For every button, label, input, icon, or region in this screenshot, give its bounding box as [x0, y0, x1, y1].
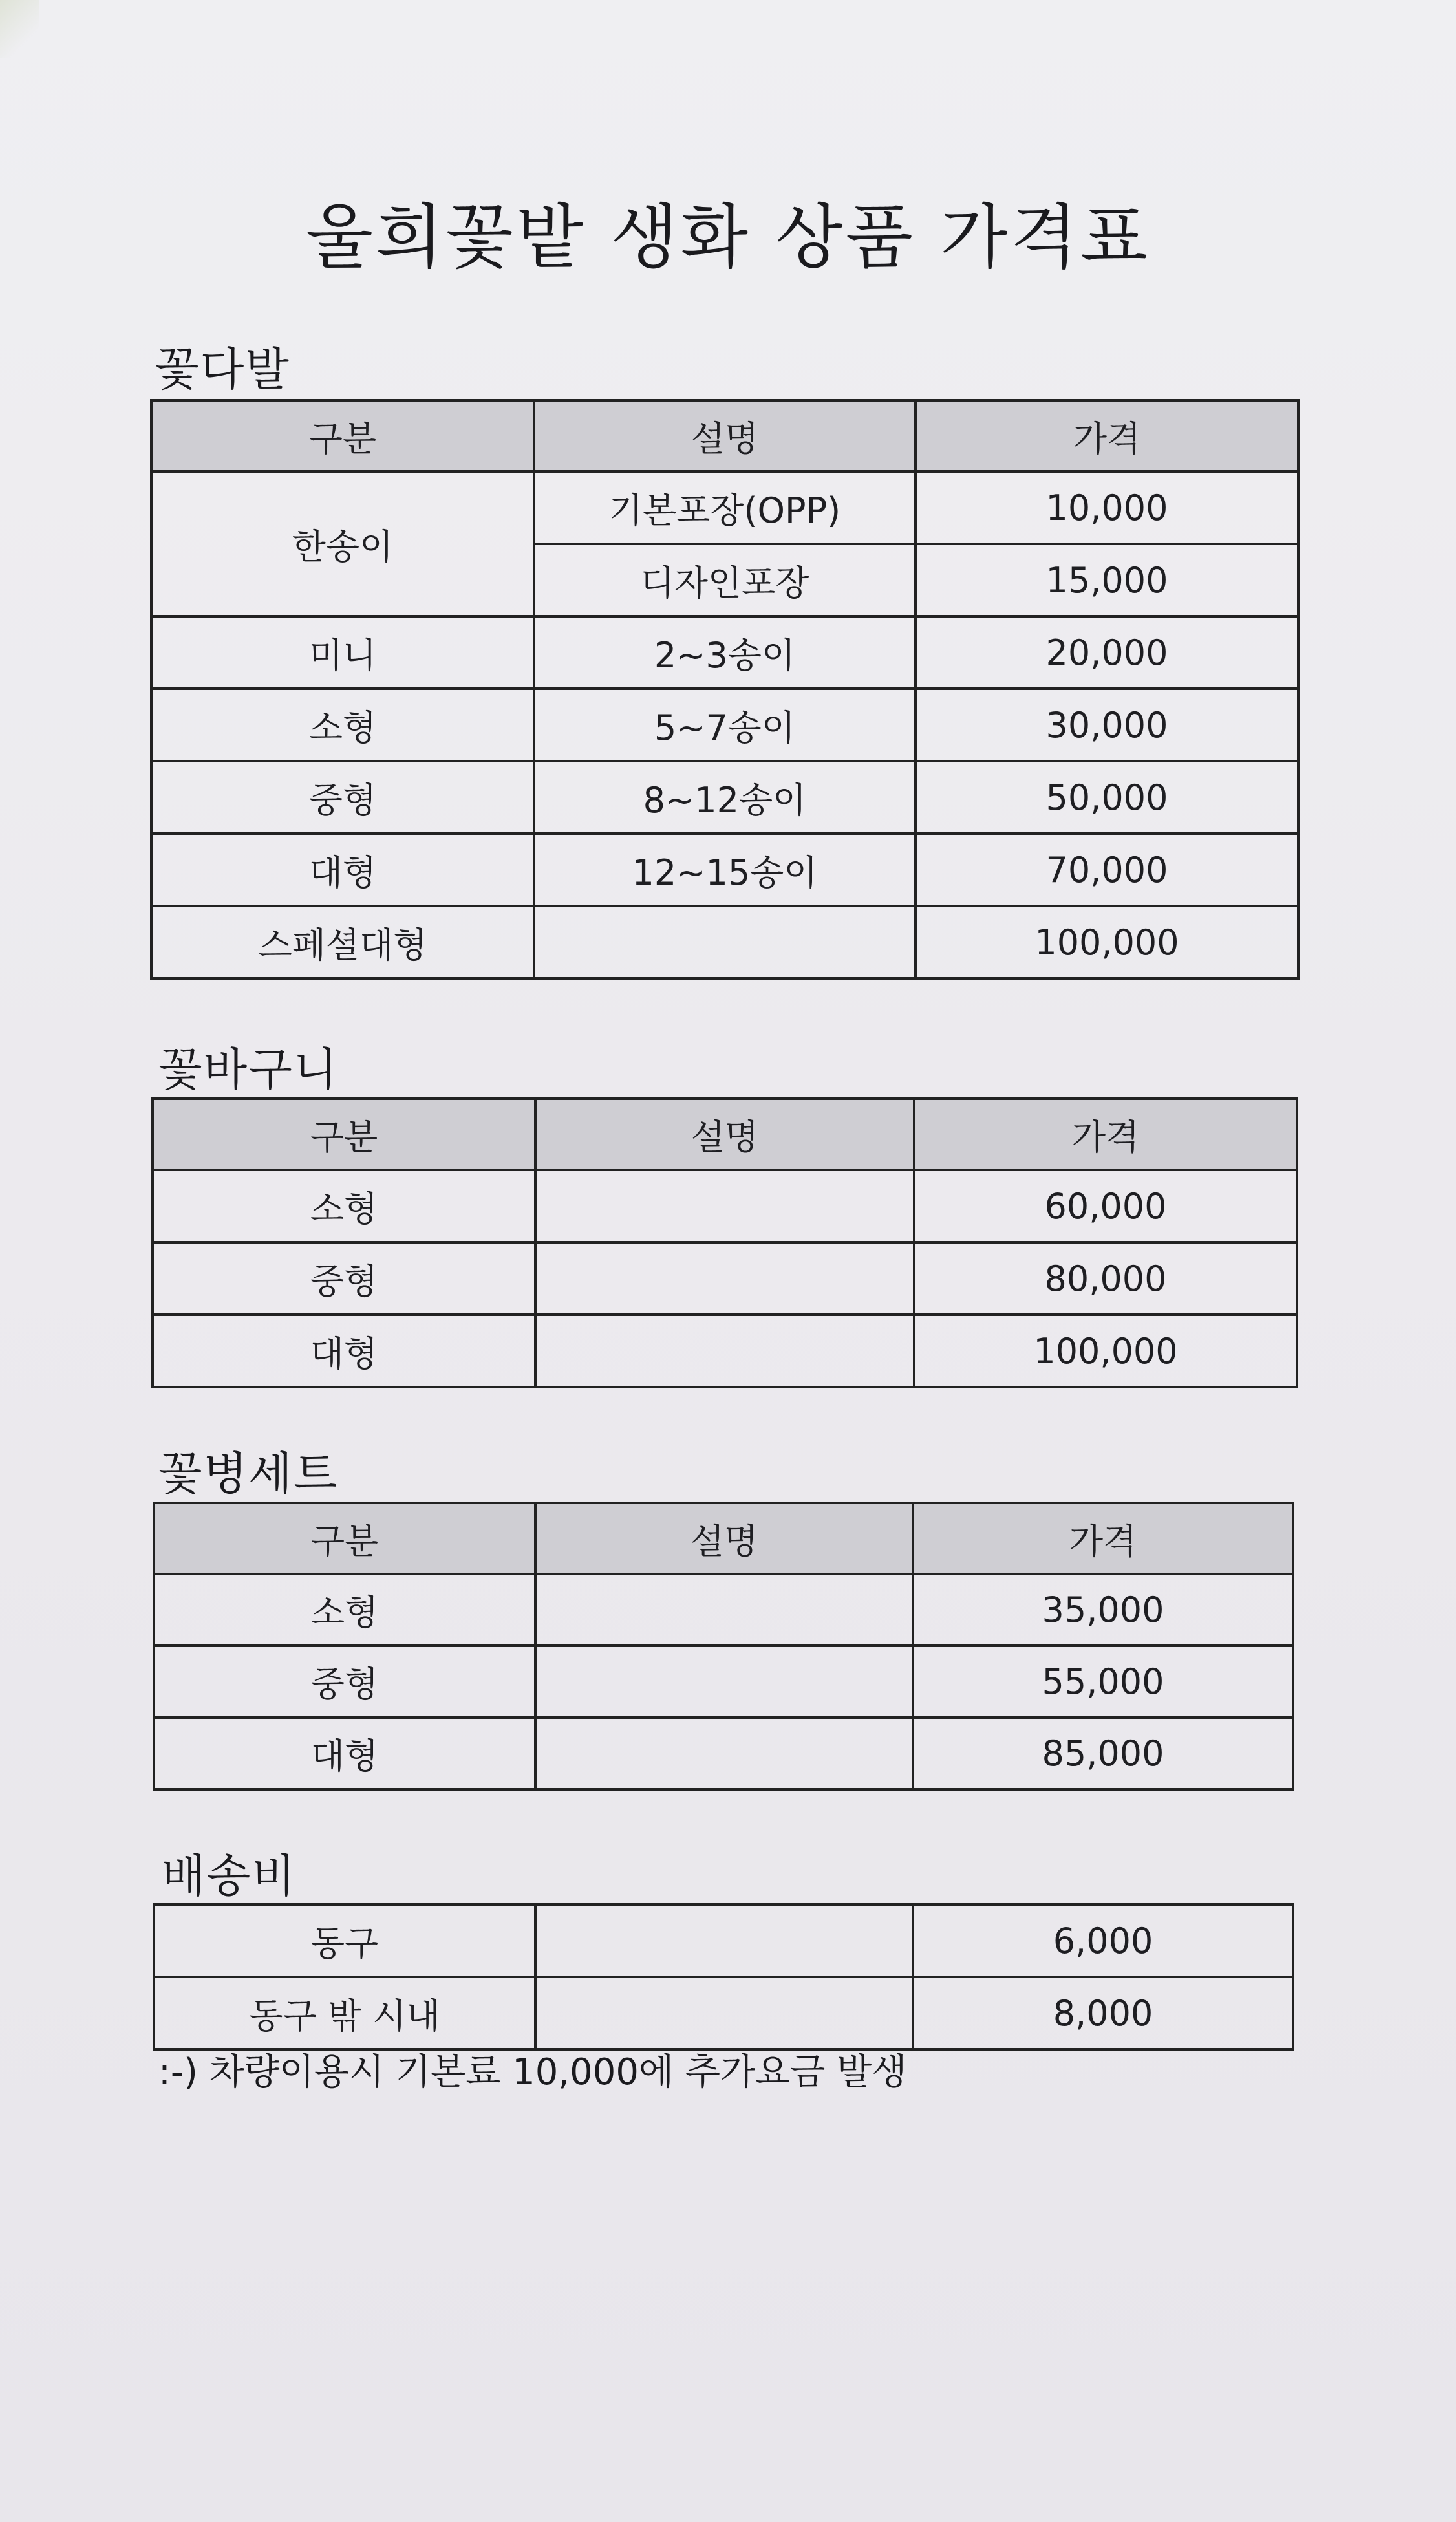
table-row	[153, 1315, 1297, 1387]
row-description	[535, 1574, 913, 1646]
row-price: 50,000	[915, 761, 1298, 834]
row-category: 대형	[154, 1718, 535, 1789]
table-row	[154, 1646, 1293, 1718]
row-description	[535, 1242, 914, 1315]
basket-price-table	[151, 1097, 1298, 1388]
section-heading-delivery: 배송비	[162, 1849, 297, 1902]
row-category: 중형	[151, 761, 534, 834]
row-description: 디자인포장	[534, 544, 915, 616]
row-category: 대형	[153, 1315, 535, 1387]
header-description: 설명	[535, 1503, 913, 1574]
row-price: 80,000	[914, 1242, 1297, 1315]
delivery-price-table	[153, 1903, 1294, 2051]
row-price: 70,000	[915, 834, 1298, 906]
row-description: 2~3송이	[534, 616, 915, 689]
bouquet-price-table	[150, 399, 1300, 980]
row-description	[535, 1904, 913, 1977]
row-price: 100,000	[915, 906, 1298, 978]
row-category: 소형	[153, 1170, 535, 1242]
table-row	[151, 471, 1298, 544]
row-category: 중형	[153, 1242, 535, 1315]
table-row	[154, 1904, 1293, 1977]
page-title: 울희꽃밭 생화 상품 가격표	[305, 197, 1151, 278]
header-category: 구분	[154, 1503, 535, 1574]
row-description	[535, 1977, 913, 2049]
row-description: 12~15송이	[534, 834, 915, 906]
row-category: 중형	[154, 1646, 535, 1718]
table-header-row	[153, 1099, 1297, 1170]
header-price: 가격	[914, 1099, 1297, 1170]
table-row	[151, 689, 1298, 761]
row-category: 한송이	[151, 471, 534, 616]
table-row	[151, 834, 1298, 906]
corner-shadow	[0, 0, 39, 58]
row-price: 10,000	[915, 471, 1298, 544]
header-description: 설명	[534, 400, 915, 471]
table-row	[151, 761, 1298, 834]
table-row	[154, 1718, 1293, 1789]
row-price: 85,000	[913, 1718, 1293, 1789]
row-category: 대형	[151, 834, 534, 906]
row-price: 20,000	[915, 616, 1298, 689]
section-heading-basket: 꽃바구니	[158, 1043, 339, 1096]
table-row	[151, 906, 1298, 978]
row-price: 60,000	[914, 1170, 1297, 1242]
header-category: 구분	[153, 1099, 535, 1170]
vase-set-price-table	[153, 1502, 1294, 1791]
header-description: 설명	[535, 1099, 914, 1170]
row-price: 15,000	[915, 544, 1298, 616]
row-description	[535, 1170, 914, 1242]
row-description	[535, 1718, 913, 1789]
table-row	[151, 616, 1298, 689]
row-category: 동구	[154, 1904, 535, 1977]
header-category: 구분	[151, 400, 534, 471]
delivery-note: :-) 차량이용시 기본료 10,000에 추가요금 발생	[158, 2051, 907, 2093]
row-category: 소형	[154, 1574, 535, 1646]
table-header-row	[151, 400, 1298, 471]
table-row	[153, 1242, 1297, 1315]
row-description	[534, 906, 915, 978]
row-description	[535, 1646, 913, 1718]
section-heading-bouquet: 꽃다발	[155, 343, 290, 396]
row-category: 스페셜대형	[151, 906, 534, 978]
header-price: 가격	[915, 400, 1298, 471]
row-price: 6,000	[913, 1904, 1293, 1977]
table-row	[153, 1170, 1297, 1242]
section-heading-vase-set: 꽃병세트	[158, 1447, 339, 1500]
row-price: 35,000	[913, 1574, 1293, 1646]
row-category: 미니	[151, 616, 534, 689]
row-price: 30,000	[915, 689, 1298, 761]
row-category: 소형	[151, 689, 534, 761]
row-description: 8~12송이	[534, 761, 915, 834]
row-price: 100,000	[914, 1315, 1297, 1387]
table-header-row	[154, 1503, 1293, 1574]
row-category: 동구 밖 시내	[154, 1977, 535, 2049]
row-description: 5~7송이	[534, 689, 915, 761]
row-price: 55,000	[913, 1646, 1293, 1718]
row-description: 기본포장(OPP)	[534, 471, 915, 544]
table-row	[154, 1574, 1293, 1646]
header-price: 가격	[913, 1503, 1293, 1574]
row-description	[535, 1315, 914, 1387]
table-row	[154, 1977, 1293, 2049]
row-price: 8,000	[913, 1977, 1293, 2049]
